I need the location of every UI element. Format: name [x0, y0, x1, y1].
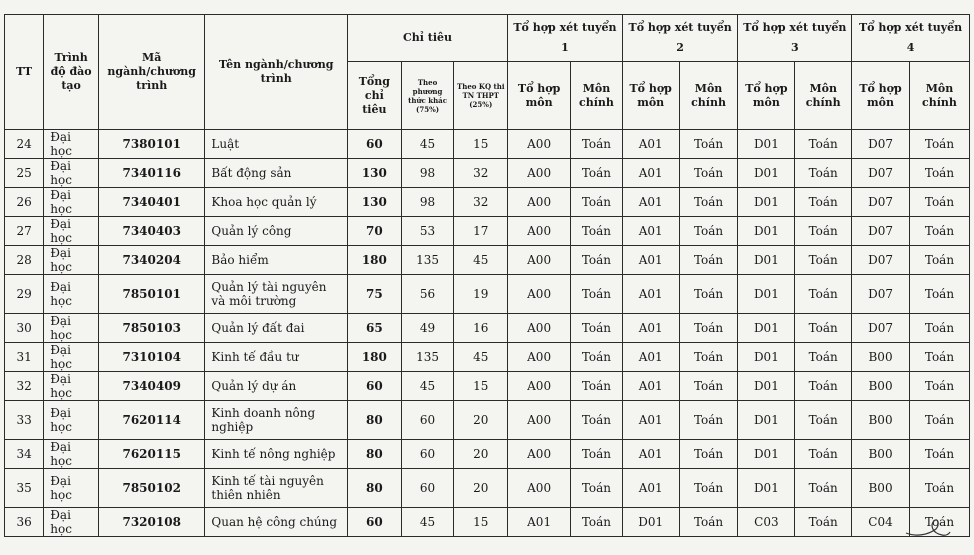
row-theo-kq-thpt: 32 — [454, 159, 508, 188]
row-mon-chinh-3: Toán — [795, 275, 852, 314]
row-theo-phuong-thuc-khac: 45 — [401, 130, 454, 159]
row-tt: 34 — [5, 440, 44, 469]
row-tong-chi-tieu: 80 — [347, 401, 401, 440]
row-theo-kq-thpt: 15 — [454, 372, 508, 401]
row-ma-nganh: 7320108 — [99, 508, 205, 537]
table-row — [5, 159, 970, 188]
row-ten-nganh: Quản lý tài nguyên và môi trường — [205, 275, 348, 314]
row-tt: 32 — [5, 372, 44, 401]
row-tong-chi-tieu: 80 — [347, 469, 401, 508]
row-theo-phuong-thuc-khac: 56 — [401, 275, 454, 314]
row-ten-nganh: Khoa học quản lý — [205, 188, 348, 217]
row-to-hop-4: D07 — [852, 188, 910, 217]
row-mon-chinh-2: Toán — [679, 188, 738, 217]
row-to-hop-1: A00 — [508, 130, 571, 159]
row-to-hop-2: A01 — [622, 401, 679, 440]
row-to-hop-3: D01 — [738, 314, 795, 343]
header-to-hop-1: Tổ hợp xét tuyển 1 — [508, 15, 623, 62]
admission-quota-table — [4, 14, 970, 537]
row-mon-chinh-4: Toán — [909, 217, 969, 246]
row-tt: 29 — [5, 275, 44, 314]
row-mon-chinh-2: Toán — [679, 275, 738, 314]
table-row — [5, 372, 970, 401]
row-mon-chinh-3: Toán — [795, 372, 852, 401]
row-to-hop-4: D07 — [852, 159, 910, 188]
row-ten-nganh: Kinh tế nông nghiệp — [205, 440, 348, 469]
row-mon-chinh-4: Toán — [909, 188, 969, 217]
row-theo-phuong-thuc-khac: 98 — [401, 188, 454, 217]
row-ma-nganh: 7340409 — [99, 372, 205, 401]
row-theo-phuong-thuc-khac: 60 — [401, 469, 454, 508]
table-row — [5, 246, 970, 275]
row-to-hop-3: D01 — [738, 246, 795, 275]
row-ten-nganh: Luật — [205, 130, 348, 159]
row-ten-nganh: Bảo hiểm — [205, 246, 348, 275]
row-ten-nganh: Kinh doanh nông nghiệp — [205, 401, 348, 440]
row-to-hop-4: D07 — [852, 275, 910, 314]
table-row — [5, 217, 970, 246]
row-to-hop-3: D01 — [738, 275, 795, 314]
table-header — [5, 15, 970, 130]
header-to-hop-2: Tổ hợp xét tuyển 2 — [622, 15, 738, 62]
row-mon-chinh-3: Toán — [795, 343, 852, 372]
row-tong-chi-tieu: 75 — [347, 275, 401, 314]
row-trinh-do: Đại học — [44, 314, 99, 343]
row-to-hop-1: A00 — [508, 188, 571, 217]
row-tong-chi-tieu: 60 — [347, 130, 401, 159]
row-ma-nganh: 7620115 — [99, 440, 205, 469]
row-ma-nganh: 7310104 — [99, 343, 205, 372]
row-mon-chinh-2: Toán — [679, 372, 738, 401]
row-mon-chinh-2: Toán — [679, 314, 738, 343]
header-mon-chinh-2: Môn chính — [679, 62, 738, 130]
header-mon-chinh-4: Môn chính — [909, 62, 969, 130]
row-mon-chinh-2: Toán — [679, 440, 738, 469]
row-theo-kq-thpt: 15 — [454, 130, 508, 159]
row-to-hop-4: D07 — [852, 130, 910, 159]
row-tt: 31 — [5, 343, 44, 372]
row-mon-chinh-4: Toán — [909, 314, 969, 343]
row-to-hop-2: A01 — [622, 343, 679, 372]
row-trinh-do: Đại học — [44, 246, 99, 275]
row-theo-phuong-thuc-khac: 135 — [401, 246, 454, 275]
row-mon-chinh-1: Toán — [571, 159, 623, 188]
row-to-hop-4: B00 — [852, 401, 910, 440]
row-theo-kq-thpt: 20 — [454, 440, 508, 469]
row-mon-chinh-1: Toán — [571, 469, 623, 508]
row-trinh-do: Đại học — [44, 159, 99, 188]
header-theo-phuong-thuc-khac: Theo phương thức khác (75%) — [401, 62, 454, 130]
row-ma-nganh: 7340204 — [99, 246, 205, 275]
row-tong-chi-tieu: 130 — [347, 188, 401, 217]
row-mon-chinh-4: Toán — [909, 508, 969, 537]
row-theo-kq-thpt: 17 — [454, 217, 508, 246]
row-to-hop-2: A01 — [622, 246, 679, 275]
table-row — [5, 508, 970, 537]
row-theo-phuong-thuc-khac: 98 — [401, 159, 454, 188]
row-mon-chinh-2: Toán — [679, 217, 738, 246]
row-to-hop-1: A00 — [508, 246, 571, 275]
row-tong-chi-tieu: 60 — [347, 508, 401, 537]
row-ma-nganh: 7620114 — [99, 401, 205, 440]
row-to-hop-2: A01 — [622, 372, 679, 401]
row-to-hop-1: A00 — [508, 401, 571, 440]
row-theo-kq-thpt: 32 — [454, 188, 508, 217]
row-to-hop-1: A00 — [508, 217, 571, 246]
row-theo-kq-thpt: 16 — [454, 314, 508, 343]
row-to-hop-3: C03 — [738, 508, 795, 537]
row-mon-chinh-3: Toán — [795, 159, 852, 188]
row-to-hop-3: D01 — [738, 130, 795, 159]
row-ten-nganh: Kinh tế đầu tư — [205, 343, 348, 372]
row-theo-phuong-thuc-khac: 53 — [401, 217, 454, 246]
row-to-hop-4: D07 — [852, 246, 910, 275]
header-tong-chi-tieu: Tổng chỉ tiêu — [347, 62, 401, 130]
row-trinh-do: Đại học — [44, 275, 99, 314]
row-theo-phuong-thuc-khac: 135 — [401, 343, 454, 372]
row-trinh-do: Đại học — [44, 401, 99, 440]
row-theo-phuong-thuc-khac: 45 — [401, 508, 454, 537]
row-tt: 30 — [5, 314, 44, 343]
row-trinh-do: Đại học — [44, 508, 99, 537]
row-theo-kq-thpt: 45 — [454, 246, 508, 275]
header-tt: TT — [5, 15, 44, 130]
table-row — [5, 314, 970, 343]
header-ma-nganh: Mã ngành/chương trình — [99, 15, 205, 130]
row-mon-chinh-4: Toán — [909, 159, 969, 188]
row-to-hop-4: B00 — [852, 343, 910, 372]
row-mon-chinh-1: Toán — [571, 343, 623, 372]
row-to-hop-1: A00 — [508, 469, 571, 508]
row-to-hop-1: A00 — [508, 343, 571, 372]
row-to-hop-2: A01 — [622, 159, 679, 188]
row-mon-chinh-2: Toán — [679, 159, 738, 188]
header-to-hop-mon-1: Tổ hợp môn — [508, 62, 571, 130]
row-tt: 26 — [5, 188, 44, 217]
row-tt: 27 — [5, 217, 44, 246]
row-to-hop-2: A01 — [622, 275, 679, 314]
row-mon-chinh-2: Toán — [679, 130, 738, 159]
row-ma-nganh: 7340401 — [99, 188, 205, 217]
row-tt: 33 — [5, 401, 44, 440]
row-mon-chinh-4: Toán — [909, 130, 969, 159]
row-ma-nganh: 7340116 — [99, 159, 205, 188]
row-tt: 25 — [5, 159, 44, 188]
row-trinh-do: Đại học — [44, 469, 99, 508]
row-trinh-do: Đại học — [44, 440, 99, 469]
row-mon-chinh-4: Toán — [909, 401, 969, 440]
row-to-hop-1: A01 — [508, 508, 571, 537]
row-to-hop-3: D01 — [738, 188, 795, 217]
row-to-hop-2: A01 — [622, 217, 679, 246]
row-to-hop-2: A01 — [622, 130, 679, 159]
row-to-hop-3: D01 — [738, 159, 795, 188]
admission-table-page — [4, 14, 970, 537]
row-to-hop-4: D07 — [852, 217, 910, 246]
row-to-hop-4: B00 — [852, 440, 910, 469]
row-mon-chinh-1: Toán — [571, 275, 623, 314]
row-to-hop-2: A01 — [622, 314, 679, 343]
header-to-hop-4: Tổ hợp xét tuyển 4 — [852, 15, 970, 62]
row-mon-chinh-2: Toán — [679, 401, 738, 440]
row-mon-chinh-3: Toán — [795, 246, 852, 275]
row-theo-phuong-thuc-khac: 60 — [401, 401, 454, 440]
row-to-hop-2: A01 — [622, 469, 679, 508]
row-to-hop-2: D01 — [622, 508, 679, 537]
row-mon-chinh-3: Toán — [795, 188, 852, 217]
row-to-hop-2: A01 — [622, 188, 679, 217]
row-ten-nganh: Bất động sản — [205, 159, 348, 188]
row-mon-chinh-2: Toán — [679, 246, 738, 275]
row-to-hop-4: D07 — [852, 314, 910, 343]
row-to-hop-2: A01 — [622, 440, 679, 469]
row-to-hop-3: D01 — [738, 372, 795, 401]
header-to-hop-mon-2: Tổ hợp môn — [622, 62, 679, 130]
row-tt: 24 — [5, 130, 44, 159]
row-tt: 28 — [5, 246, 44, 275]
row-mon-chinh-3: Toán — [795, 508, 852, 537]
row-trinh-do: Đại học — [44, 372, 99, 401]
row-to-hop-3: D01 — [738, 401, 795, 440]
row-ma-nganh: 7850101 — [99, 275, 205, 314]
row-mon-chinh-1: Toán — [571, 440, 623, 469]
row-to-hop-3: D01 — [738, 469, 795, 508]
row-tong-chi-tieu: 60 — [347, 372, 401, 401]
table-row — [5, 440, 970, 469]
row-mon-chinh-4: Toán — [909, 372, 969, 401]
row-theo-kq-thpt: 15 — [454, 508, 508, 537]
row-theo-phuong-thuc-khac: 49 — [401, 314, 454, 343]
header-trinh-do: Trình độ đào tạo — [44, 15, 99, 130]
table-row — [5, 343, 970, 372]
header-mon-chinh-1: Môn chính — [571, 62, 623, 130]
row-to-hop-3: D01 — [738, 440, 795, 469]
row-to-hop-4: B00 — [852, 372, 910, 401]
table-row — [5, 469, 970, 508]
row-trinh-do: Đại học — [44, 217, 99, 246]
table-body — [5, 130, 970, 537]
row-tong-chi-tieu: 180 — [347, 343, 401, 372]
row-theo-kq-thpt: 45 — [454, 343, 508, 372]
row-tong-chi-tieu: 65 — [347, 314, 401, 343]
row-theo-kq-thpt: 20 — [454, 469, 508, 508]
row-ten-nganh: Quản lý đất đai — [205, 314, 348, 343]
row-ma-nganh: 7850102 — [99, 469, 205, 508]
header-chi-tieu: Chỉ tiêu — [347, 15, 507, 62]
row-tt: 35 — [5, 469, 44, 508]
row-ma-nganh: 7340403 — [99, 217, 205, 246]
row-mon-chinh-2: Toán — [679, 343, 738, 372]
header-to-hop-3: Tổ hợp xét tuyển 3 — [738, 15, 852, 62]
row-mon-chinh-4: Toán — [909, 469, 969, 508]
row-trinh-do: Đại học — [44, 343, 99, 372]
row-tong-chi-tieu: 130 — [347, 159, 401, 188]
row-to-hop-4: B00 — [852, 469, 910, 508]
row-mon-chinh-1: Toán — [571, 401, 623, 440]
row-ma-nganh: 7850103 — [99, 314, 205, 343]
header-ten-nganh: Tên ngành/chương trình — [205, 15, 348, 130]
header-theo-kq-thpt: Theo KQ thi TN THPT (25%) — [454, 62, 508, 130]
row-mon-chinh-3: Toán — [795, 401, 852, 440]
row-mon-chinh-3: Toán — [795, 314, 852, 343]
header-to-hop-mon-3: Tổ hợp môn — [738, 62, 795, 130]
row-mon-chinh-1: Toán — [571, 372, 623, 401]
row-mon-chinh-4: Toán — [909, 275, 969, 314]
row-to-hop-1: A00 — [508, 372, 571, 401]
header-to-hop-mon-4: Tổ hợp môn — [852, 62, 910, 130]
row-ten-nganh: Quản lý công — [205, 217, 348, 246]
row-ten-nganh: Kinh tế tài nguyên thiên nhiên — [205, 469, 348, 508]
row-tong-chi-tieu: 80 — [347, 440, 401, 469]
row-mon-chinh-1: Toán — [571, 314, 623, 343]
row-theo-kq-thpt: 19 — [454, 275, 508, 314]
row-trinh-do: Đại học — [44, 130, 99, 159]
table-row — [5, 401, 970, 440]
row-theo-kq-thpt: 20 — [454, 401, 508, 440]
row-ma-nganh: 7380101 — [99, 130, 205, 159]
row-tong-chi-tieu: 70 — [347, 217, 401, 246]
row-trinh-do: Đại học — [44, 188, 99, 217]
row-mon-chinh-3: Toán — [795, 469, 852, 508]
row-to-hop-1: A00 — [508, 440, 571, 469]
row-mon-chinh-3: Toán — [795, 130, 852, 159]
table-row — [5, 130, 970, 159]
row-mon-chinh-4: Toán — [909, 343, 969, 372]
row-tong-chi-tieu: 180 — [347, 246, 401, 275]
row-to-hop-1: A00 — [508, 314, 571, 343]
row-to-hop-1: A00 — [508, 275, 571, 314]
row-ten-nganh: Quản lý dự án — [205, 372, 348, 401]
table-row — [5, 188, 970, 217]
row-mon-chinh-1: Toán — [571, 130, 623, 159]
row-mon-chinh-2: Toán — [679, 508, 738, 537]
header-mon-chinh-3: Môn chính — [795, 62, 852, 130]
row-mon-chinh-3: Toán — [795, 217, 852, 246]
row-theo-phuong-thuc-khac: 45 — [401, 372, 454, 401]
row-to-hop-1: A00 — [508, 159, 571, 188]
row-to-hop-4: C04 — [852, 508, 910, 537]
row-mon-chinh-4: Toán — [909, 440, 969, 469]
row-mon-chinh-1: Toán — [571, 508, 623, 537]
row-theo-phuong-thuc-khac: 60 — [401, 440, 454, 469]
row-mon-chinh-3: Toán — [795, 440, 852, 469]
row-mon-chinh-1: Toán — [571, 217, 623, 246]
table-row — [5, 275, 970, 314]
row-mon-chinh-1: Toán — [571, 188, 623, 217]
row-mon-chinh-1: Toán — [571, 246, 623, 275]
row-to-hop-3: D01 — [738, 217, 795, 246]
signature-mark — [902, 513, 952, 537]
row-ten-nganh: Quan hệ công chúng — [205, 508, 348, 537]
row-tt: 36 — [5, 508, 44, 537]
row-mon-chinh-4: Toán — [909, 246, 969, 275]
row-mon-chinh-2: Toán — [679, 469, 738, 508]
row-to-hop-3: D01 — [738, 343, 795, 372]
